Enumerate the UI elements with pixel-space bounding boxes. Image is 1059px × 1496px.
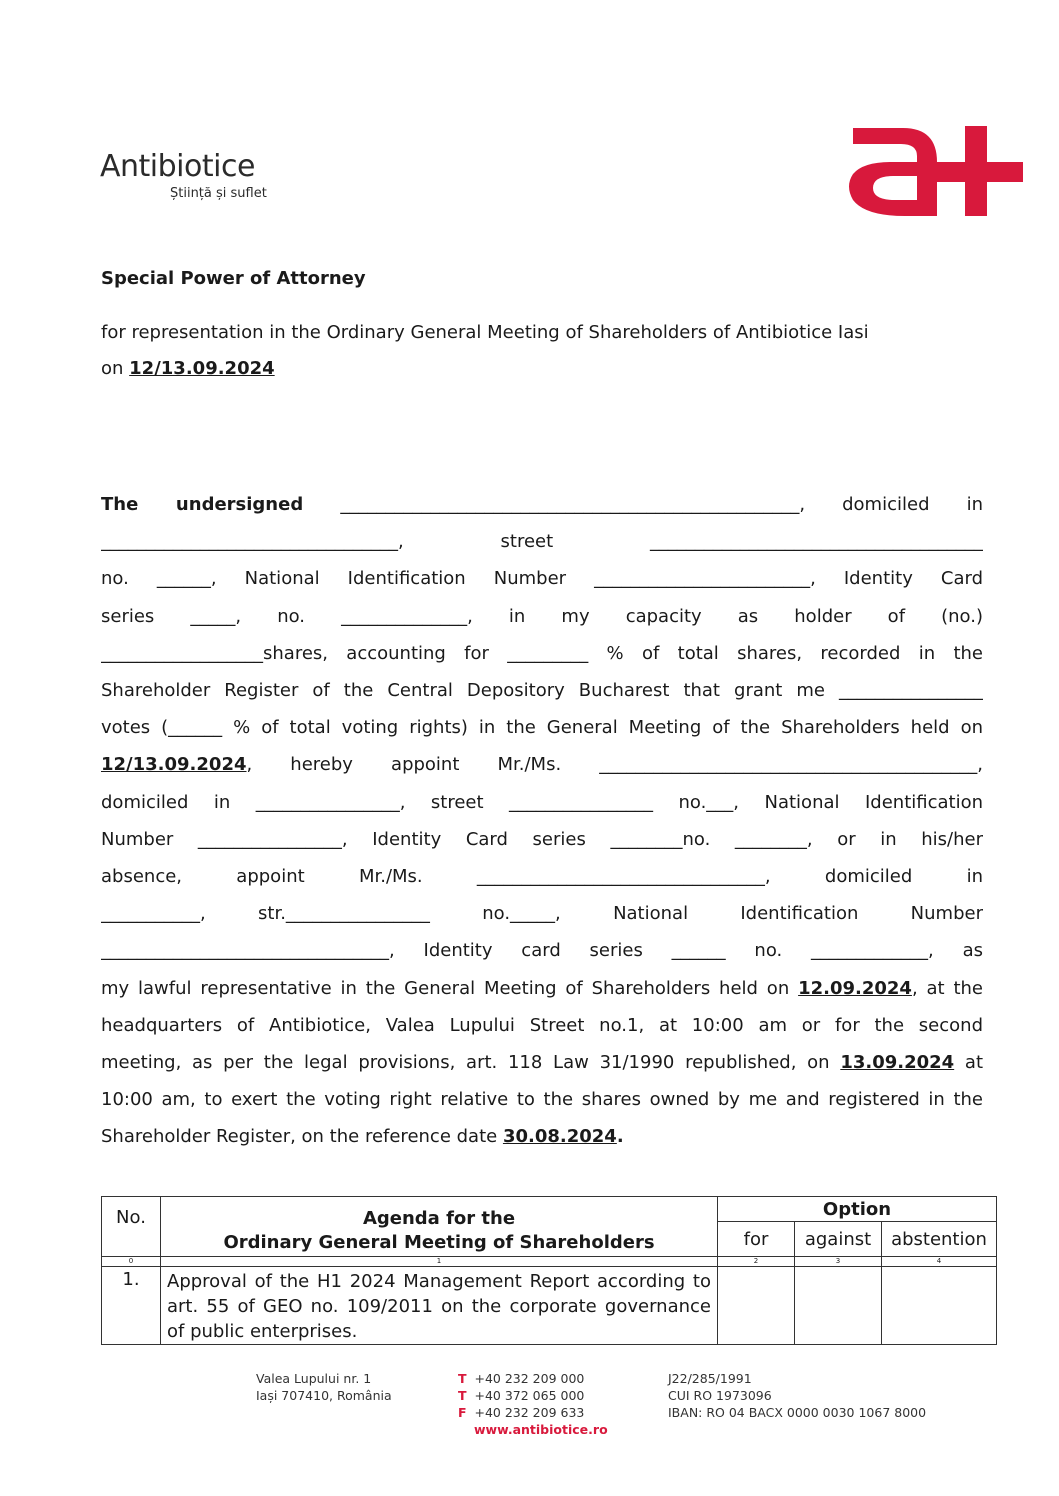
col-against: against (795, 1222, 882, 1257)
body-line-2: _________________________________, street _____________________________________ (101, 531, 983, 553)
body-line-17: 10:00 am, to exert the voting right relative to the shares owned by me and registered in the (101, 1089, 983, 1111)
body-line-5: __________________shares, accounting for _________ % of total shares, recorded in the (101, 642, 983, 664)
agenda-table (101, 1196, 997, 1345)
body-line-7: votes (______ % of total voting rights) in the General Meeting of the Shareholders held on (101, 717, 983, 739)
col-agenda: Agenda for the Ordinary General Meeting of Shareholders (161, 1197, 718, 1257)
registration-number: J22/285/1991 (668, 1371, 752, 1386)
subtitle-line: for representation in the Ordinary General Meeting of Shareholders of Antibiotice Iasi (101, 322, 869, 343)
body-line-12: ___________, str.________________ no._____, National Identification Number (101, 903, 983, 925)
body-line-15: headquarters of Antibiotice, Valea Lupului Street no.1, at 10:00 am or for the second (101, 1014, 983, 1036)
index-cell: 2 (718, 1257, 795, 1267)
attorney-body (101, 486, 983, 1156)
body-line-9: domiciled in ________________, street ________________ no.___, National Identification (101, 791, 983, 813)
body-line-4: series _____, no. ______________, in my capacity as holder of (no.) (101, 605, 983, 627)
document-subtitle (101, 315, 981, 387)
row-number: 1. (102, 1267, 161, 1345)
body-line-13: ________________________________, Identity card series ______ no. _____________, as (101, 940, 983, 962)
company-tagline: Știință și suflet (170, 186, 267, 201)
col-no: No. (102, 1197, 161, 1257)
body-line-18: Shareholder Register, on the reference date 30.08.2024. (101, 1126, 624, 1148)
index-cell: 4 (882, 1257, 997, 1267)
a-plus-logo-icon (845, 120, 1025, 220)
body-line-3: no. ______, National Identification Number ________________________, Identity Card (101, 568, 983, 590)
body-line-1: The undersigned ___________________________________________________, domiciled in (101, 494, 983, 515)
body-line-8: 12/13.09.2024, hereby appoint Mr./Ms. __________________________________________, (101, 754, 983, 776)
phone-label: T (458, 1371, 467, 1386)
body-line-16: meeting, as per the legal provisions, art. 118 Law 31/1990 republished, on 13.09.2024 at (101, 1052, 983, 1074)
body-line-11: absence, appoint Mr./Ms. ________________________________, domiciled in (101, 866, 983, 888)
footer-contacts (458, 1370, 608, 1438)
vote-for-cell[interactable] (718, 1267, 795, 1345)
phone-label: T (458, 1388, 467, 1403)
company-name: Antibiotice (100, 149, 255, 184)
index-cell: 3 (795, 1257, 882, 1267)
index-cell: 0 (102, 1257, 161, 1267)
agenda-item-text: Approval of the H1 2024 Management Report according to art. 55 of GEO no. 109/2011 on the corporate governance of public enterprises. (161, 1267, 718, 1345)
cui-number: CUI RO 1973096 (668, 1388, 772, 1403)
footer-registration (668, 1370, 926, 1421)
table-row (102, 1267, 997, 1345)
body-line-10: Number ________________, Identity Card series ________no. ________, or in his/her (101, 828, 983, 850)
company-logo (100, 150, 267, 201)
phone-number: +40 232 209 000 (474, 1371, 585, 1386)
body-line-6: Shareholder Register of the Central Depository Bucharest that grant me ________________ (101, 680, 983, 702)
address-line: Iași 707410, România (256, 1388, 392, 1403)
document-title: Special Power of Attorney (101, 268, 366, 289)
fax-label: F (458, 1405, 467, 1420)
body-line-14: my lawful representative in the General Meeting of Shareholders held on 12.09.2024, at the (101, 977, 983, 999)
vote-against-cell[interactable] (795, 1267, 882, 1345)
col-abstention: abstention (882, 1222, 997, 1257)
iban-number: IBAN: RO 04 BACX 0000 0030 1067 8000 (668, 1405, 927, 1420)
website-link[interactable]: www.antibiotice.ro (474, 1422, 608, 1437)
col-for: for (718, 1222, 795, 1257)
meeting-date: 12/13.09.2024 (129, 358, 275, 379)
fax-number: +40 232 209 633 (474, 1405, 585, 1420)
address-line: Valea Lupului nr. 1 (256, 1371, 372, 1386)
footer-address (256, 1370, 392, 1404)
index-cell: 1 (161, 1257, 718, 1267)
index-row (102, 1257, 997, 1267)
phone-number: +40 372 065 000 (474, 1388, 585, 1403)
subtitle-on: on (101, 358, 130, 379)
vote-abstention-cell[interactable] (882, 1267, 997, 1345)
col-option: Option (718, 1197, 997, 1222)
